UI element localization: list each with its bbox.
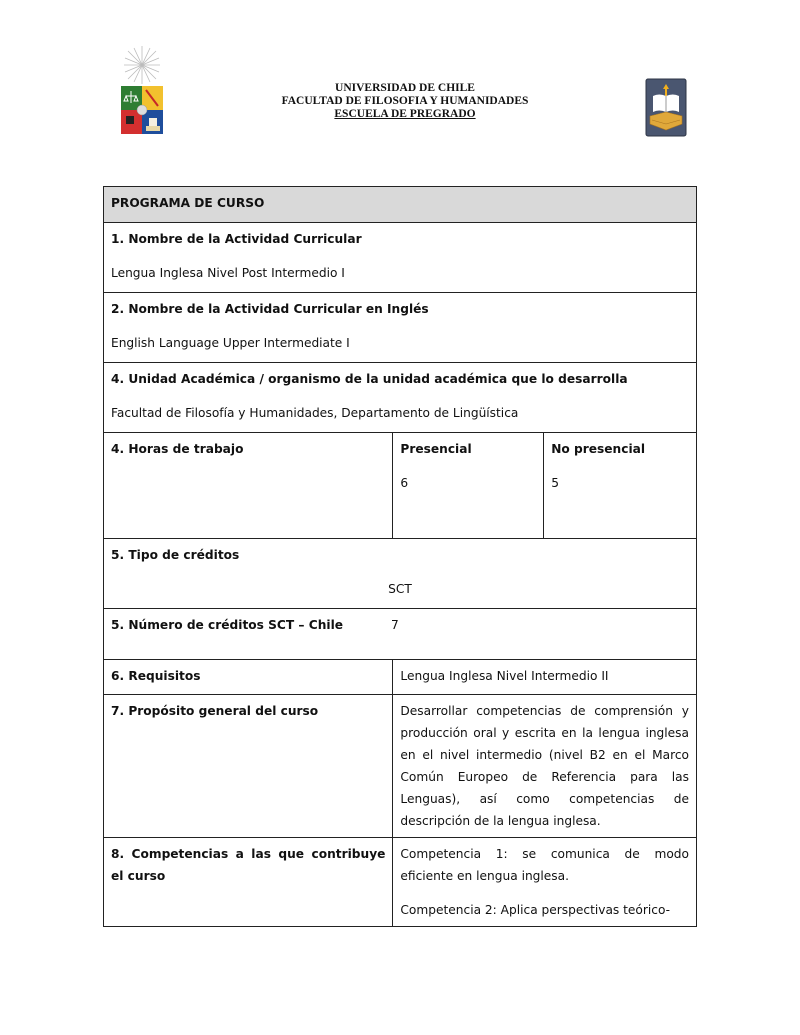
section-label: 5. Tipo de créditos [111,548,240,562]
section-value: Facultad de Filosofía y Humanidades, Departamento de Lingüística [111,406,519,420]
proposito-value: Desarrollar competencias de comprensión y producción oral y escrita en la lengua inglesa en el nivel intermedio (nivel B2 en el Marco Común Europeo de Referencia para las Lenguas), así como competencias de descripción de la lengua inglesa. [393,695,697,838]
presencial-label: Presencial [400,442,472,456]
no-presencial-label: No presencial [551,442,646,456]
universidad-de-chile-logo [118,44,166,136]
facultad-logo [645,78,687,138]
coat-of-arms-icon [118,44,166,136]
presencial-value: 6 [400,476,409,490]
section-credit-type [104,539,697,609]
hours-no-presencial [544,433,697,539]
proposito-label: 7. Propósito general del curso [104,695,393,838]
credit-number-value: 7 [391,618,399,632]
section-value: Lengua Inglesa Nivel Post Intermedio I [111,266,345,280]
section-label: 4. Unidad Académica / organismo de la unidad académica que lo desarrolla [111,372,628,386]
faculty-name: FACULTAD DE FILOSOFIA Y HUMANIDADES [281,95,529,107]
requisitos-value: Lengua Inglesa Nivel Intermedio II [393,660,697,695]
institution-header [250,82,560,121]
section-activity-name-english [104,293,697,363]
section-label: 5. Número de créditos SCT – Chile [111,618,344,632]
competencia-2: Competencia 2: Aplica perspectivas teórico- [400,903,671,917]
hours-presencial [393,433,544,539]
program-title: PROGRAMA DE CURSO [104,187,697,223]
section-academic-unit [104,363,697,433]
hours-label: 4. Horas de trabajo [104,433,393,539]
requisitos-label: 6. Requisitos [104,660,393,695]
section-label: 1. Nombre de la Actividad Curricular [111,232,362,246]
section-value: English Language Upper Intermediate I [111,336,350,350]
section-credit-number [104,609,697,660]
section-label: 2. Nombre de la Actividad Curricular en Inglés [111,302,429,316]
credit-type-value: SCT [388,582,412,596]
section-activity-name [104,223,697,293]
book-emblem-icon [645,78,687,138]
competencias-value [393,838,697,927]
school-name: ESCUELA DE PREGRADO [334,108,476,120]
program-table [103,186,697,927]
competencia-1: Competencia 1: se comunica de modo eficiente en lengua inglesa. [400,847,689,883]
university-name: UNIVERSIDAD DE CHILE [335,82,475,94]
competencias-label: 8. Competencias a las que contribuye el curso [104,838,393,927]
no-presencial-value: 5 [551,476,559,490]
